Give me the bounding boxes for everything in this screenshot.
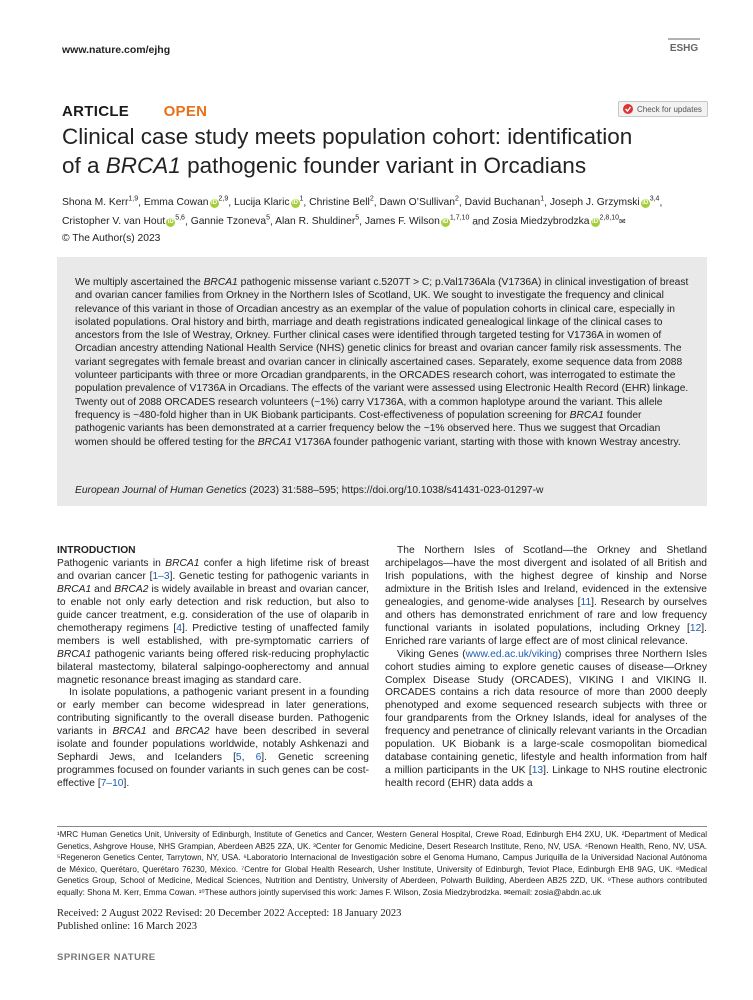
author[interactable]: Emma Cowan iD$^{2,9}$: [143, 196, 229, 209]
title-line-2: of a BRCA1 pathogenic founder variant in Orcadians: [62, 153, 587, 178]
author[interactable]: Dawn O’Sullivan$^2$: [379, 196, 459, 209]
title-line-1: Clinical case study meets population cohort: identification: [62, 124, 633, 149]
orcid-icon[interactable]: iD: [292, 200, 299, 207]
orcid-icon[interactable]: iD: [442, 219, 449, 226]
gene-name: BRCA1: [57, 648, 92, 660]
reference-link[interactable]: 12: [689, 622, 702, 634]
intro-paragraph-3: The Northern Isles of Scotland—the Orkney and Shetland archipelagos—have the most divergent and isolated of all British and Irish populations, with the highest degree of kinship and Norse admixture in the British Isles and Ireland, evidenced in the extensive genealogies, and genome-wide analyses [11]. Research by ourselves and others has demonstrated enrichment of rare and low frequency functional variants in isolated populations, including Orkney [12]. Enriched rare variants of large effect are of most clinical relevance.: [385, 545, 707, 647]
author[interactable]: Cristopher V. van Hout iD$^{5,6}$: [62, 214, 185, 228]
open-access-label: OPEN: [163, 103, 208, 120]
body-column-left: [57, 545, 369, 791]
gene-name: BRCA2: [175, 726, 210, 738]
orcid-icon[interactable]: iD: [642, 200, 649, 207]
title-gene: BRCA1: [105, 153, 181, 178]
dates-line-1: Received: 2 August 2022 Revised: 20 December 2022 Accepted: 18 January 2023: [57, 908, 402, 919]
affiliations: ¹MRC Human Genetics Unit, University of Edinburgh, Institute of Genetics and Cancer, Western General Hospital, Crewe Road, Edinburgh EH4 2XU, UK. ²Department of Medical Genetics, Ashgrove House, NHS Grampian, Aberdeen AB25 2ZA, UK. ³Center for Genomic Medicine, Desert Research Institute, Reno, NV, USA. ⁴Renown Health, Reno, NV, USA. ⁵Regeneron Genetics Center, Tarrytown, NY, USA. ⁶Laboratorio Internacional de Investigación sobre el Genoma Humano, Campus Juriquilla de la Universidad Nacional Autónoma de México, Querétaro, Querétaro 76230, México. ⁷Centre for Global Health Research, Usher Institute, University of Edinburgh, Teviot Place, Edinburgh EH8 9AG, UK. ⁸Medical Genetics Group, School of Medicine, Medical Sciences, Nutrition and Dentistry, University of Aberdeen, Polwarth Building, Aberdeen AB25 2ZD, UK. ⁹These authors contributed equally: Shona M. Kerr, Emma Cowan. ¹⁰These authors jointly supervised this work: James F. Wilson, Zosia Miedzybrodzka. ✉email: zosia@abdn.ac.uk: [57, 830, 707, 897]
intro-paragraph-4: Viking Genes (www.ed.ac.uk/viking) comprises three Northern Isles cohort studies aiming to explore genetic causes of disease—Orkney Complex Disease Study (ORCADES), VIKING I and VIKING II. ORCADES contains a rich data resource of more than 2000 deeply phenotyped and exome sequenced research subjects with three or four grandparents from the Orkney Islands, ideal for analyses of the frequency and penetrance of clinically relevant variants in the Orcadian population. UK Biobank is a large-scale cosmopolitan biomedical database containing genetic, lifestyle and health information from half a million participants in the UK [13]. Linkage to NHS routine electronic health record (EHR) data adds a: [385, 648, 707, 790]
reference-link[interactable]: 6: [255, 752, 262, 764]
check-updates-icon: [622, 103, 634, 115]
author[interactable]: James F. Wilson iD$^{1,7,10}$: [364, 214, 470, 228]
article-title: [62, 122, 702, 180]
footnote-divider: [57, 826, 707, 827]
gene-name: BRCA2: [114, 583, 149, 595]
author[interactable]: Christine Bell$^2$: [309, 196, 374, 209]
check-updates-label: Check for updates: [637, 104, 702, 114]
intro-paragraph-1: Pathogenic variants in BRCA1 confer a high lifetime risk of breast and ovarian cancer [1–3]. Genetic testing for pathogenic variants in BRCA1 and BRCA2 is widely available in breast and ovarian cancer, to enable not only early detection and risk reduction, but also to guide cancer treatment, e.g. consideration of the use of olaparib in chemotherapy regimens [4]. Predictive testing of unaffected family members is well established, with pre-symptomatic carriers of BRCA1 pathogenic variants being offered risk-reducing prophylactic bilateral mastectomy, bilateral salpingo-oopherectomy and annual magnetic resonance breast imaging as standard care.: [57, 557, 370, 686]
gene-name: BRCA1: [57, 583, 92, 595]
publisher-logo: SPRINGER NATURE: [57, 952, 156, 963]
reference-link[interactable]: 13: [531, 765, 544, 777]
author[interactable]: David Buchanan$^1$: [464, 196, 545, 209]
citation-journal: European Journal of Human Genetics: [75, 485, 247, 496]
reference-link[interactable]: 7–10: [100, 778, 124, 790]
author[interactable]: Lucija Klaric $iD^1$: [234, 196, 304, 209]
author[interactable]: Zosia Miedzybrodzka iD$^{2,8,10}$✉: [492, 214, 626, 228]
orcid-icon[interactable]: iD: [592, 219, 599, 226]
author[interactable]: Alan R. Shuldiner$^5$: [275, 214, 360, 228]
reference-link[interactable]: 11: [580, 596, 592, 608]
email-icon[interactable]: ✉: [619, 217, 626, 227]
check-for-updates-button[interactable]: [618, 101, 708, 117]
eshg-logo-text: ESHG: [669, 43, 699, 54]
dates-line-2: Published online: 16 March 2023: [57, 921, 197, 932]
author-list: Shona M. Kerr$^{1,9}$, Emma Cowan iD$^{2,9}$, Lucija Klaric $iD^1$, Christine Bell$^2$, Dawn O’Sullivan$^2$, David Buchanan$^1$, Joseph J. Grzymski iD$^{3,4}$, Cristopher V. van Hout iD$^{5,6}$, Gannie Tzoneva$^5$, Alan R. Shuldiner$^5$, James F. Wilson iD$^{1,7,10}$ and Zosia Miedzybrodzka iD$^{2,8,10}$✉: [62, 196, 663, 228]
site-url[interactable]: www.nature.com/ejhg: [62, 44, 171, 56]
reference-link[interactable]: 1–3: [152, 570, 170, 582]
reference-link[interactable]: 5: [235, 752, 242, 764]
gene-name: BRCA1: [112, 726, 147, 738]
reference-link[interactable]: www.ed.ac.uk/viking: [465, 648, 558, 660]
reference-link[interactable]: 4: [176, 622, 182, 634]
intro-heading: INTRODUCTION: [57, 545, 136, 556]
author[interactable]: Joseph J. Grzymski iD$^{3,4}$: [549, 196, 660, 209]
eshg-logo: [664, 36, 704, 56]
copyright: © The Author(s) 2023: [62, 233, 161, 244]
gene-name: BRCA1: [165, 557, 200, 569]
author[interactable]: Gannie Tzoneva$^5$: [190, 214, 270, 228]
article-type: ARTICLE: [62, 103, 130, 120]
article-dates: [57, 907, 707, 933]
citation: [75, 485, 693, 496]
intro-paragraph-2: In isolate populations, a pathogenic variant present in a founding or early member can become widespread in later generations, contributing significantly to the overall disease burden. Pathogenic variants in BRCA1 and BRCA2 have been described in several isolate and founder populations worldwide, notably Ashkenazi and Sephardi Jews, and Icelanders [5, 6]. Genetic screening programmes focused on founder variants in such genes can be cost-effective [7–10].: [57, 687, 369, 790]
orcid-icon[interactable]: iD: [167, 219, 174, 226]
abstract-text: We multiply ascertained the BRCA1 pathogenic missense variant c.5207T > C; p.Val1736Ala (V1736A) in clinical investigation of breast and ovarian cancer families from Orkney in the Northern Isles of Scotland, UK. We sought to investigate the frequency and clinical relevance of this variant in those of Orcadian ancestry as an exemplar of the value of population cohorts in clinical care, especially in isolated populations. Oral history and birth, marriage and death registrations indicated genealogical linkage of the clinical cases to ancestors from the Isle of Westray, Orkney. Further clinical cases were identified through targeted testing for V1736A in women of Orcadian ancestry attending National Health Service (NHS) genetic clinics for breast and ovarian cancer family risk assessments. The variant segregates with female breast and ovarian cancer in clinically ascertained cases. Separately, exome sequence data from 2088 volunteer participants with three or more Orcadian grandparents, in the ORCADES research cohort, was interrogated to estimate the population prevalence of V1736A in Orcadians. The effects of the variant were assessed using Electronic Health Record (EHR) linkage. Twenty out of 2088 ORCADES research volunteers (~1%) carry V1736A, with a common haplotype around the variant. This allele frequency is ~480-fold higher than in UK Biobank participants. Cost-effectiveness of population screening for BRCA1 founder pathogenic variants has been demonstrated at a carrier frequency below the ~1% observed here. Thus we suggest that Orcadian women should be offered testing for the BRCA1 V1736A founder pathogenic variant, starting with those with known Westray ancestry.: [75, 277, 689, 448]
author[interactable]: Shona M. Kerr$^{1,9}$: [62, 196, 139, 209]
body-column-right: [385, 545, 707, 791]
citation-doi[interactable]: (2023) 31:588–595; https://doi.org/10.1038/s41431-023-01297-w: [246, 485, 544, 496]
article-type-line: [62, 103, 207, 120]
orcid-icon[interactable]: iD: [211, 200, 218, 207]
